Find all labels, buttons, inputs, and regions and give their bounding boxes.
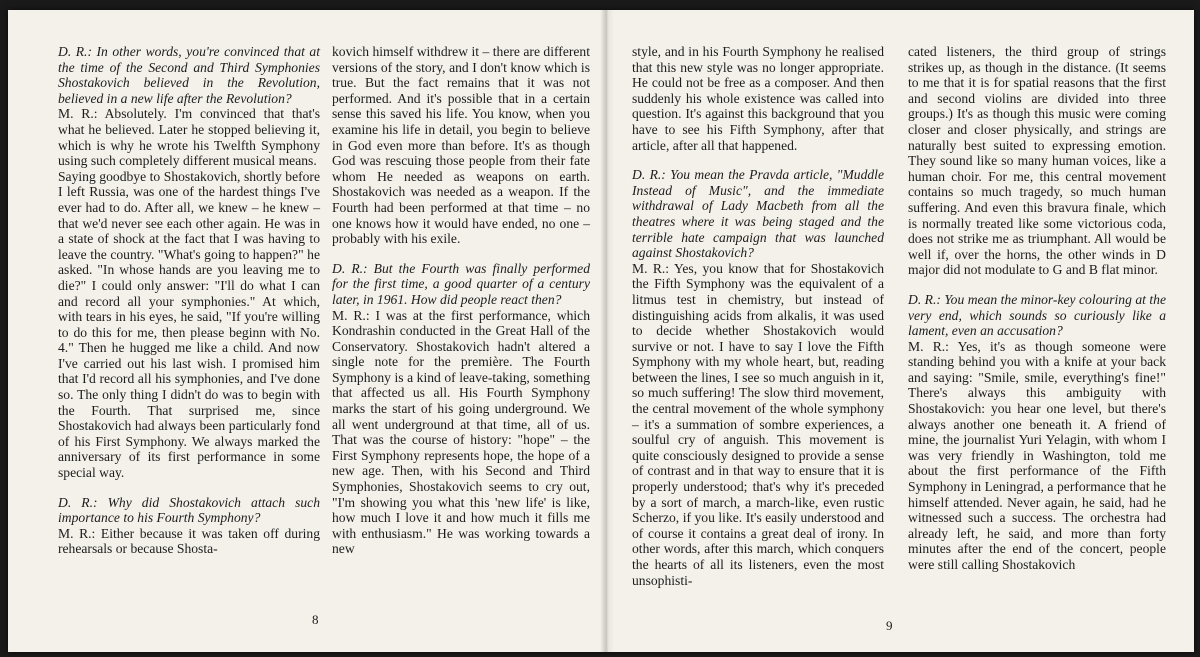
column-4 [908, 44, 1166, 573]
page-number-left: 8 [312, 612, 319, 627]
question: D. R.: In other words, you're convinced that at the time of the Second and Third Symphonies Shostakovich believed in the Revolution, believed in a new life after the Revolution? [58, 44, 320, 106]
column-2 [332, 44, 590, 557]
paragraph: kovich himself withdrew it – there are different versions of the story, and I don't know which is true. But the fact remains that it was not performed. And it's possible that in a certain sense this saved his life. You know, when you examine his life in detail, you begin to believe in God even more than before. It's as though God was rescuing those people from their fate whom He needed as weapons on earth. Shostakovich was needed as a weapon. If the Fourth had been performed at that time – no one knows how it would have ended, no one – probably with his exile. [332, 44, 590, 247]
question: D. R.: You mean the Pravda article, "Muddle Instead of Music", and the immediate withdrawal of Lady Macbeth from all the theatres where it was being staged and the terrible hate campaign that was launched against Shostakovich? [632, 167, 884, 261]
column-1 [58, 44, 320, 557]
paragraph: style, and in his Fourth Symphony he realised that this new style was no longer appropriate. He could not be free as a composer. And then suddenly his whole existence was called into question. It's against this background that you have to see his Fifth Symphony, after that article, after all that happened. [632, 44, 884, 153]
answer: M. R.: Either because it was taken off during rehearsals or because Shosta- [58, 525, 320, 557]
page-fold [600, 10, 614, 652]
page-number-right: 9 [886, 618, 893, 633]
paragraph: cated listeners, the third group of strings strikes up, as though in the distance. (It seems to me that it is for spatial reasons that the first and second violins are divided into three groups.) It's as though this music were coming closer and closer physically, and strings are naturally best suited to expressing emotion. They sound like so many human voices, like a human choir. For me, this central movement contains so much tragedy, so much human suffering. And even this bravura finale, which is normally treated like some victorious coda, does not strike me as triumphant. All would be well if, over the horns, the other winds in D major did not modulate to G and B flat minor. [908, 44, 1166, 278]
question: D. R.: Why did Shostakovich attach such importance to his Fourth Symphony? [58, 494, 320, 526]
column-3 [632, 44, 884, 588]
question: D. R.: You mean the minor-key colouring at the very end, which sounds so curiously like a lament, even an accusation? [908, 291, 1166, 339]
answer: M. R.: Absolutely. I'm convinced that that's what he believed. Later he stopped believing it, which is why he wrote his Twelfth Symphony using such completely different musical means. [58, 106, 320, 169]
answer: M. R.: I was at the first performance, which Kondrashin conducted in the Great Hall of the Conservatory. Shostakovich hadn't altered a single note for the première. The Fourth Symphony is a kind of leave-taking, something that affected us all. His Fourth Symphony marks the start of his going underground. We all went underground at that time, all of us. That was the course of history: "hope" – the First Symphony represents hope, the hope of a new age. Then, with his Second and Third Symphonies, Shostakovich seems to cry out, "I'm showing you what this 'new life' is like, how much I love it and how much it fills me with enthusiasm." He was working towards a new [332, 307, 590, 557]
paragraph: Saying goodbye to Shostakovich, shortly before I left Russia, was one of the hardest things I've ever had to do. After all, we knew – he knew – that we'd never see each other again. He was in a state of shock at the fact that I was having to leave the country. "What's going to happen?" he asked. "In whose hands are you leaving me to die?" I could only answer: "I'll do what I can and record all your symphonies." At which, with tears in his eyes, he said, "If you're willing to do this for me, then please beginn with No. 4." Then he hugged me like a child. And now I've carried out his last wish. I promised him that I'd record all his symphonies, and I've done so. The only thing I didn't do was to begin with the Fourth. That surprised me, since Shostakovich had always been particularly fond of his First Symphony. We always marked the anniversary of its first performance in some special way. [58, 168, 320, 481]
answer: M. R.: Yes, you know that for Shostakovich the Fifth Symphony was the equivalent of a litmus test in chemistry, but instead of distinguishing acids from alkalis, it was used to decide whether Shostakovich would survive or not. I have to say I love the Fifth Symphony with my whole heart, but, reading between the lines, I see so much anguish in it, so much suffering! The slow third movement, the central movement of the whole symphony – it's a summation of sombre experiences, a soulful cry of anguish. This movement is quite consciously designed to provide a sense of contrast and in that way to ensure that it is properly understood; that's why it's preceded by a sort of march, a march-like, even rustic Scherzo, if you like. It's easily understood and of course it contains a great deal of irony. In other words, after this march, which conquers the hearts of all its listeners, even the most unsophisti- [632, 260, 884, 588]
question: D. R.: But the Fourth was finally performed for the first time, a good quarter of a century later, in 1961. How did people react then? [332, 260, 590, 307]
answer: M. R.: Yes, it's as though someone were standing behind you with a knife at your back and saying: "Smile, smile, everything's fine!" There's always this ambiguity with Shostakovich: you hear one level, but there's always another one beneath it. A friend of mine, the journalist Yuri Yelagin, with whom I was very friendly in Washington, told me about the first performance of the Fifth Symphony in Leningrad, a performance that he himself attended. Never again, he said, had he witnessed such a success. The orchestra had already left, he said, and more than forty minutes after the end of the concert, people were still calling Shostakovich [908, 338, 1166, 572]
